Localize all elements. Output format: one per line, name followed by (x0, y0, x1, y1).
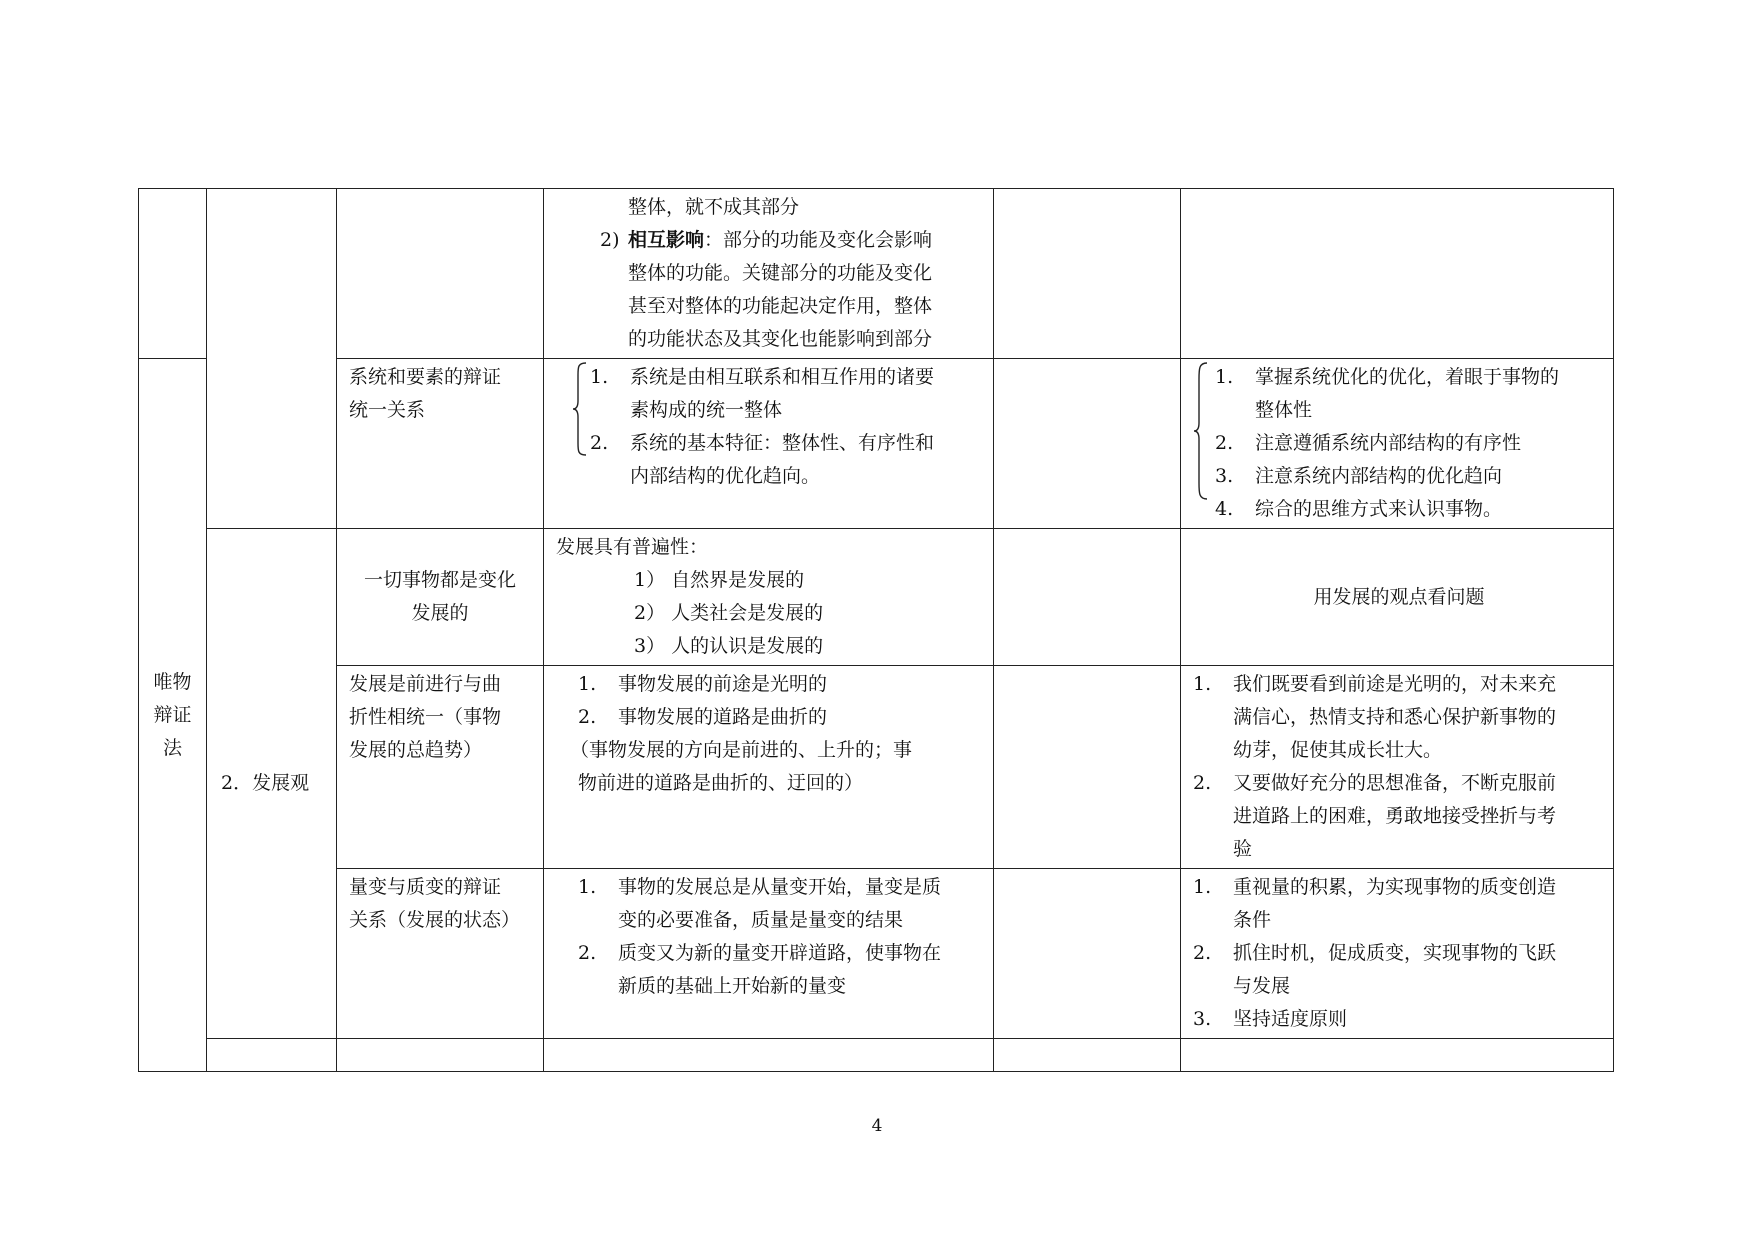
list-number: 2. (578, 942, 597, 964)
topic-cell (337, 869, 544, 1039)
list-number: 4. (1215, 498, 1234, 520)
brace-icon (1193, 361, 1209, 501)
topic-line: 量变与质变的辩证 (349, 876, 502, 898)
list-number: 1. (590, 366, 609, 388)
category-cell (139, 359, 207, 1072)
brace-icon (572, 361, 588, 457)
content-line: 系统是由相互联系和相互作用的诸要 (630, 366, 935, 388)
method-line: 注意系统内部结构的优化趋向 (1255, 465, 1503, 487)
table-row (139, 189, 1614, 359)
table-row (139, 529, 1614, 666)
content-line: 质变又为新的量变开辟道路，使事物在 (618, 942, 942, 964)
method-line: 与发展 (1233, 975, 1291, 997)
table-cell-empty (994, 1039, 1181, 1072)
content-cell (544, 359, 994, 529)
list-number: 1. (578, 673, 597, 695)
list-number: 2. (578, 706, 597, 728)
category-line: 法 (162, 736, 182, 759)
content-line: 发展具有普遍性： (556, 536, 709, 558)
content-line: 事物发展的前途是光明的 (618, 673, 828, 695)
method-cell (1181, 529, 1614, 666)
list-number: 1. (1193, 673, 1212, 695)
table-cell-empty (994, 359, 1181, 529)
topic-line: 发展是前进行与曲 (349, 673, 502, 695)
table-cell-empty (1181, 1039, 1614, 1072)
method-line: 验 (1233, 838, 1253, 860)
table-cell-empty (139, 189, 207, 359)
category-line: 唯物 (153, 670, 192, 693)
table-row (139, 1039, 1614, 1072)
list-number: 1. (1193, 876, 1212, 898)
list-number: 1. (1215, 366, 1234, 388)
table-row (139, 869, 1614, 1039)
topic-line: 关系（发展的状态） (349, 909, 521, 931)
table-cell-empty (994, 869, 1181, 1039)
method-line: 进道路上的困难，勇敢地接受挫折与考 (1233, 805, 1557, 827)
knowledge-table (138, 188, 1614, 1072)
bold-term: 相互影响 (628, 229, 705, 251)
method-cell (1181, 359, 1614, 529)
topic-line: 统一关系 (349, 399, 426, 421)
topic-line: 一切事物都是变化 (363, 569, 516, 591)
method-line: 注意遵循系统内部结构的有序性 (1255, 432, 1522, 454)
content-line: （事物发展的方向是前进的、上升的；事 (570, 739, 913, 761)
list-number: 2. (590, 432, 609, 454)
table-cell-empty (994, 529, 1181, 666)
table-cell-empty (544, 1039, 994, 1072)
category-line: 辩证 (153, 703, 192, 726)
method-line: 坚持适度原则 (1233, 1008, 1348, 1030)
list-number: 3. (1193, 1008, 1212, 1030)
table-cell-empty (207, 189, 337, 529)
content-cell (544, 869, 994, 1039)
section-label: 2．发展观 (221, 772, 310, 794)
method-line: 又要做好充分的思想准备，不断克服前 (1233, 772, 1557, 794)
method-line: 幼芽，促使其成长壮大。 (1233, 739, 1443, 761)
method-line: 用发展的观点看问题 (1313, 585, 1485, 608)
method-line: 抓住时机，促成质变，实现事物的飞跃 (1233, 942, 1557, 964)
method-line: 重视量的积累，为实现事物的质变创造 (1233, 876, 1557, 898)
table-row (139, 359, 1614, 529)
content-line: 1） 自然界是发展的 (634, 569, 805, 591)
section-label-cell (207, 529, 337, 1039)
list-number: 2) (600, 229, 620, 251)
content-line: 的功能状态及其变化也能影响到部分 (628, 328, 933, 350)
table-cell-empty (337, 189, 544, 359)
content-text: ：部分的功能及变化会影响 (704, 229, 933, 251)
table-cell-empty (337, 1039, 544, 1072)
table-cell-content (544, 189, 994, 359)
content-line: 系统的基本特征：整体性、有序性和 (630, 432, 935, 454)
topic-line: 系统和要素的辩证 (349, 366, 502, 388)
table-row (139, 666, 1614, 869)
topic-cell (337, 359, 544, 529)
topic-cell (337, 529, 544, 666)
method-line: 综合的思维方式来认识事物。 (1255, 498, 1503, 520)
content-line: 物前进的道路是曲折的、迂回的） (578, 772, 864, 794)
content-line: 2） 人类社会是发展的 (634, 602, 824, 624)
content-cell (544, 529, 994, 666)
content-line: 内部结构的优化趋向。 (630, 465, 821, 487)
content-line: 变的必要准备，质量是量变的结果 (618, 909, 904, 931)
list-number: 2. (1215, 432, 1234, 454)
list-number: 2. (1193, 942, 1212, 964)
topic-cell (337, 666, 544, 869)
topic-line: 折性相统一（事物 (349, 706, 502, 728)
table-cell-empty (207, 1039, 337, 1072)
method-line: 满信心，热情支持和悉心保护新事物的 (1233, 706, 1557, 728)
table-cell-empty (1181, 189, 1614, 359)
method-line: 条件 (1233, 909, 1272, 931)
list-number: 3. (1215, 465, 1234, 487)
method-line: 整体性 (1255, 399, 1313, 421)
content-line: 素构成的统一整体 (630, 399, 783, 421)
topic-line: 发展的 (411, 602, 469, 624)
table-cell-empty (994, 189, 1181, 359)
method-cell (1181, 869, 1614, 1039)
content-cell (544, 666, 994, 869)
content-line: 事物的发展总是从量变开始，量变是质 (618, 876, 942, 898)
method-cell (1181, 666, 1614, 869)
content-line: 新质的基础上开始新的量变 (618, 975, 847, 997)
method-line: 掌握系统优化的优化，着眼于事物的 (1255, 366, 1560, 388)
content-line: 整体，就不成其部分 (628, 196, 800, 218)
content-line: 整体的功能。关键部分的功能及变化 (628, 262, 933, 284)
content-line: 3） 人的认识是发展的 (634, 635, 824, 657)
content-line: 甚至对整体的功能起决定作用，整体 (628, 295, 933, 317)
table-cell-empty (994, 666, 1181, 869)
method-line: 我们既要看到前途是光明的，对未来充 (1233, 673, 1557, 695)
topic-line: 发展的总趋势） (349, 739, 483, 761)
list-number: 1. (578, 876, 597, 898)
content-line: 事物发展的道路是曲折的 (618, 706, 828, 728)
page-number: 4 (871, 1116, 883, 1136)
list-number: 2. (1193, 772, 1212, 794)
